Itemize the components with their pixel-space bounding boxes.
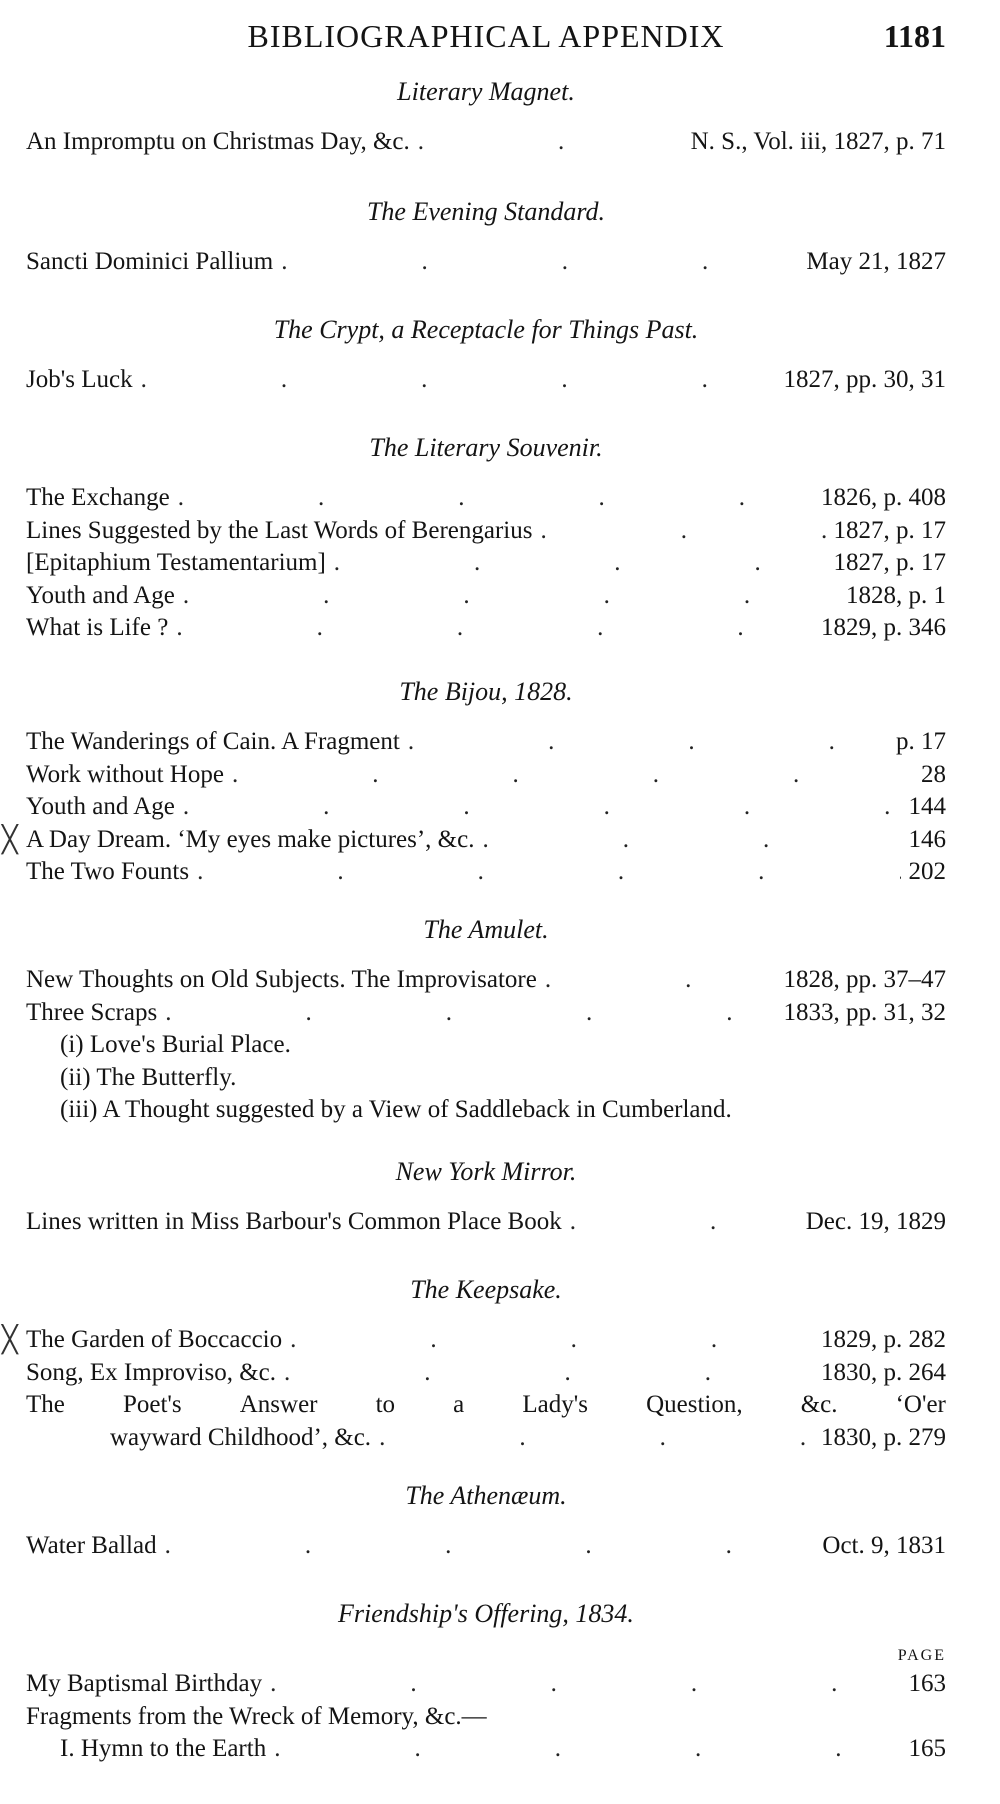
- section-title: The Bijou, 1828.: [399, 677, 573, 706]
- margin-x-mark-icon: ╳: [2, 1325, 18, 1355]
- entry-reference: Dec. 19, 1829: [805, 1208, 946, 1235]
- leader-dots: [274, 1733, 900, 1766]
- entry-row: [26, 791, 946, 824]
- entry-reference: p. 17: [896, 728, 946, 755]
- entry-row: [2, 1324, 946, 1357]
- entry-row: [26, 997, 946, 1030]
- entry-reference: 1827, p. 17: [833, 516, 946, 544]
- entry-row: [26, 612, 946, 645]
- entry-reference: 1827, pp. 30, 31: [783, 366, 946, 393]
- section-title: The Amulet.: [423, 915, 549, 944]
- entry-title: Job's Luck: [26, 366, 133, 393]
- word: a: [453, 1391, 465, 1418]
- section-title: The Keepsake.: [410, 1275, 562, 1304]
- entry-title: Sancti Dominici Pallium: [26, 248, 274, 275]
- entry-title: Youth and Age: [26, 581, 175, 609]
- margin-x-mark-icon: ╳: [2, 824, 18, 855]
- leader-dots: [418, 126, 683, 159]
- entry-title: New Thoughts on Old Subjects. The Improvisatore: [26, 966, 537, 993]
- leader-dots: [482, 824, 900, 857]
- leader-dots: [141, 364, 776, 397]
- section-amulet: [26, 910, 946, 1127]
- word: Poet's: [122, 1391, 182, 1418]
- entry-title: The Two Founts: [26, 858, 190, 885]
- entry-reference: May 21, 1827: [806, 248, 946, 275]
- entry-title: Youth and Age: [26, 793, 175, 820]
- entry-title: The Garden of Boccaccio: [26, 1326, 283, 1353]
- leader-dots: [165, 1530, 815, 1563]
- word: &c.: [800, 1391, 838, 1418]
- section-keepsake: [2, 1270, 946, 1454]
- section-title: New York Mirror.: [395, 1157, 577, 1186]
- entry-title: Song, Ex Improviso, &c.: [26, 1358, 276, 1386]
- entry-reference: 1829, p. 346: [821, 614, 946, 641]
- scrap-item: (iii) A Thought suggested by a View of Saddleback in Cumberland.: [60, 1096, 732, 1123]
- entry-reference: 1826, p. 408: [821, 484, 946, 511]
- entry-reference: N. S., Vol. iii, 1827, p. 71: [690, 128, 946, 155]
- word: Answer: [239, 1391, 318, 1418]
- entry-reference: 28: [921, 760, 946, 788]
- entry-row: [26, 1206, 946, 1239]
- section-title: The Evening Standard.: [366, 197, 606, 226]
- entry-title: The Wanderings of Cain. A Fragment: [26, 728, 400, 755]
- entry-row: [26, 246, 946, 279]
- leader-dots: [270, 1668, 900, 1701]
- entry-row: [26, 726, 946, 759]
- entry-reference: 1833, pp. 31, 32: [783, 998, 946, 1026]
- entry-row: [26, 759, 946, 792]
- section-title: Literary Magnet.: [397, 77, 575, 106]
- entry-row: [26, 482, 946, 515]
- leader-dots: [570, 1206, 798, 1239]
- entry-reference: 163: [908, 1670, 946, 1697]
- entry-heading: Fragments from the Wreck of Memory, &c.—: [26, 1702, 487, 1730]
- entry-title: Water Ballad: [26, 1532, 157, 1559]
- entry-title: A Day Dream. ‘My eyes make pictures’, &c.: [26, 825, 475, 853]
- page-number: 1181: [883, 18, 946, 54]
- word: Question,: [646, 1391, 743, 1418]
- entry-reference: 202: [908, 858, 946, 885]
- leader-dots: [183, 580, 838, 613]
- section-title: Friendship's Offering, 1834.: [338, 1599, 634, 1628]
- entry-title: Lines written in Miss Barbour's Common Place Book: [26, 1208, 562, 1235]
- leader-dots: [290, 1324, 813, 1357]
- entry-row: [26, 964, 946, 997]
- entry-row: [26, 1422, 946, 1455]
- page-column-label: PAGE: [897, 1647, 946, 1664]
- leader-dots: [232, 759, 913, 792]
- entry-row: [26, 1733, 946, 1766]
- entry-row: [26, 547, 946, 580]
- word: to: [375, 1391, 396, 1418]
- leader-dots: [178, 482, 813, 515]
- document-page: [2, 0, 946, 1804]
- entry-reference: 1830, p. 264: [821, 1358, 946, 1386]
- leader-dots: [183, 791, 901, 824]
- entry-reference: 165: [908, 1735, 946, 1762]
- leader-dots: [197, 856, 900, 889]
- section-bijou: [2, 672, 946, 889]
- section-athenaeum: [26, 1476, 946, 1563]
- entry-row: [26, 1357, 946, 1390]
- entry-title: [Epitaphium Testamentarium]: [26, 549, 326, 576]
- page-header: [26, 14, 946, 58]
- entry-reference: 144: [908, 793, 946, 820]
- entry-title: Lines Suggested by the Last Words of Berengarius: [26, 516, 533, 544]
- entry-title: Three Scraps: [26, 998, 158, 1026]
- entry-title: The Exchange: [26, 484, 170, 511]
- entry-reference: 1830, p. 279: [821, 1423, 946, 1451]
- leader-dots: [281, 246, 798, 279]
- entry-title: My Baptismal Birthday: [26, 1670, 263, 1697]
- word: Lady's: [522, 1391, 588, 1418]
- entry-title: What is Life ?: [26, 614, 169, 641]
- leader-dots: [165, 997, 775, 1030]
- scrap-item: (i) Love's Burial Place.: [60, 1031, 291, 1058]
- scrap-item: (ii) The Butterfly.: [60, 1063, 237, 1091]
- entry-row: [2, 824, 946, 857]
- running-title: BIBLIOGRAPHICAL APPENDIX: [247, 18, 725, 54]
- entry-reference: Oct. 9, 1831: [822, 1532, 946, 1559]
- leader-dots: [284, 1357, 813, 1390]
- entry-row: [26, 1668, 946, 1701]
- entry-title-line: [26, 1389, 946, 1422]
- section-literary-magnet: [26, 72, 946, 159]
- leader-dots: [408, 726, 888, 759]
- entry-reference: 1827, p. 17: [833, 549, 946, 576]
- entry-reference: 1828, p. 1: [846, 581, 946, 609]
- entry-row: [26, 1530, 946, 1563]
- entry-row: [26, 856, 946, 889]
- entry-row: [26, 364, 946, 397]
- entry-title: Work without Hope: [26, 760, 224, 788]
- leader-dots: [540, 515, 825, 548]
- entry-reference: 1829, p. 282: [821, 1326, 946, 1353]
- entry-reference: 1828, pp. 37–47: [783, 966, 946, 993]
- leader-dots: [379, 1422, 813, 1455]
- section-evening-standard: [26, 192, 946, 279]
- section-crypt: [26, 310, 946, 397]
- section-literary-souvenir: [26, 428, 946, 645]
- leader-dots: [176, 612, 813, 645]
- section-title: The Athenæum.: [405, 1481, 567, 1510]
- leader-dots: [334, 547, 826, 580]
- section-friendships-offering: [26, 1594, 946, 1766]
- section-title: The Literary Souvenir.: [369, 433, 603, 462]
- entry-title: wayward Childhood’, &c.: [110, 1423, 372, 1451]
- section-new-york-mirror: [26, 1152, 946, 1239]
- section-title: The Crypt, a Receptacle for Things Past.: [273, 315, 699, 344]
- word: ‘O'er: [895, 1391, 946, 1418]
- entry-reference: 146: [908, 825, 946, 853]
- entry-row: [26, 515, 946, 548]
- entry-title: I. Hymn to the Earth: [60, 1735, 267, 1762]
- entry-row: [26, 580, 946, 613]
- entry-row: [26, 126, 946, 159]
- entry-title: An Impromptu on Christmas Day, &c.: [26, 128, 410, 155]
- word: The: [26, 1391, 65, 1418]
- leader-dots: [545, 964, 776, 997]
